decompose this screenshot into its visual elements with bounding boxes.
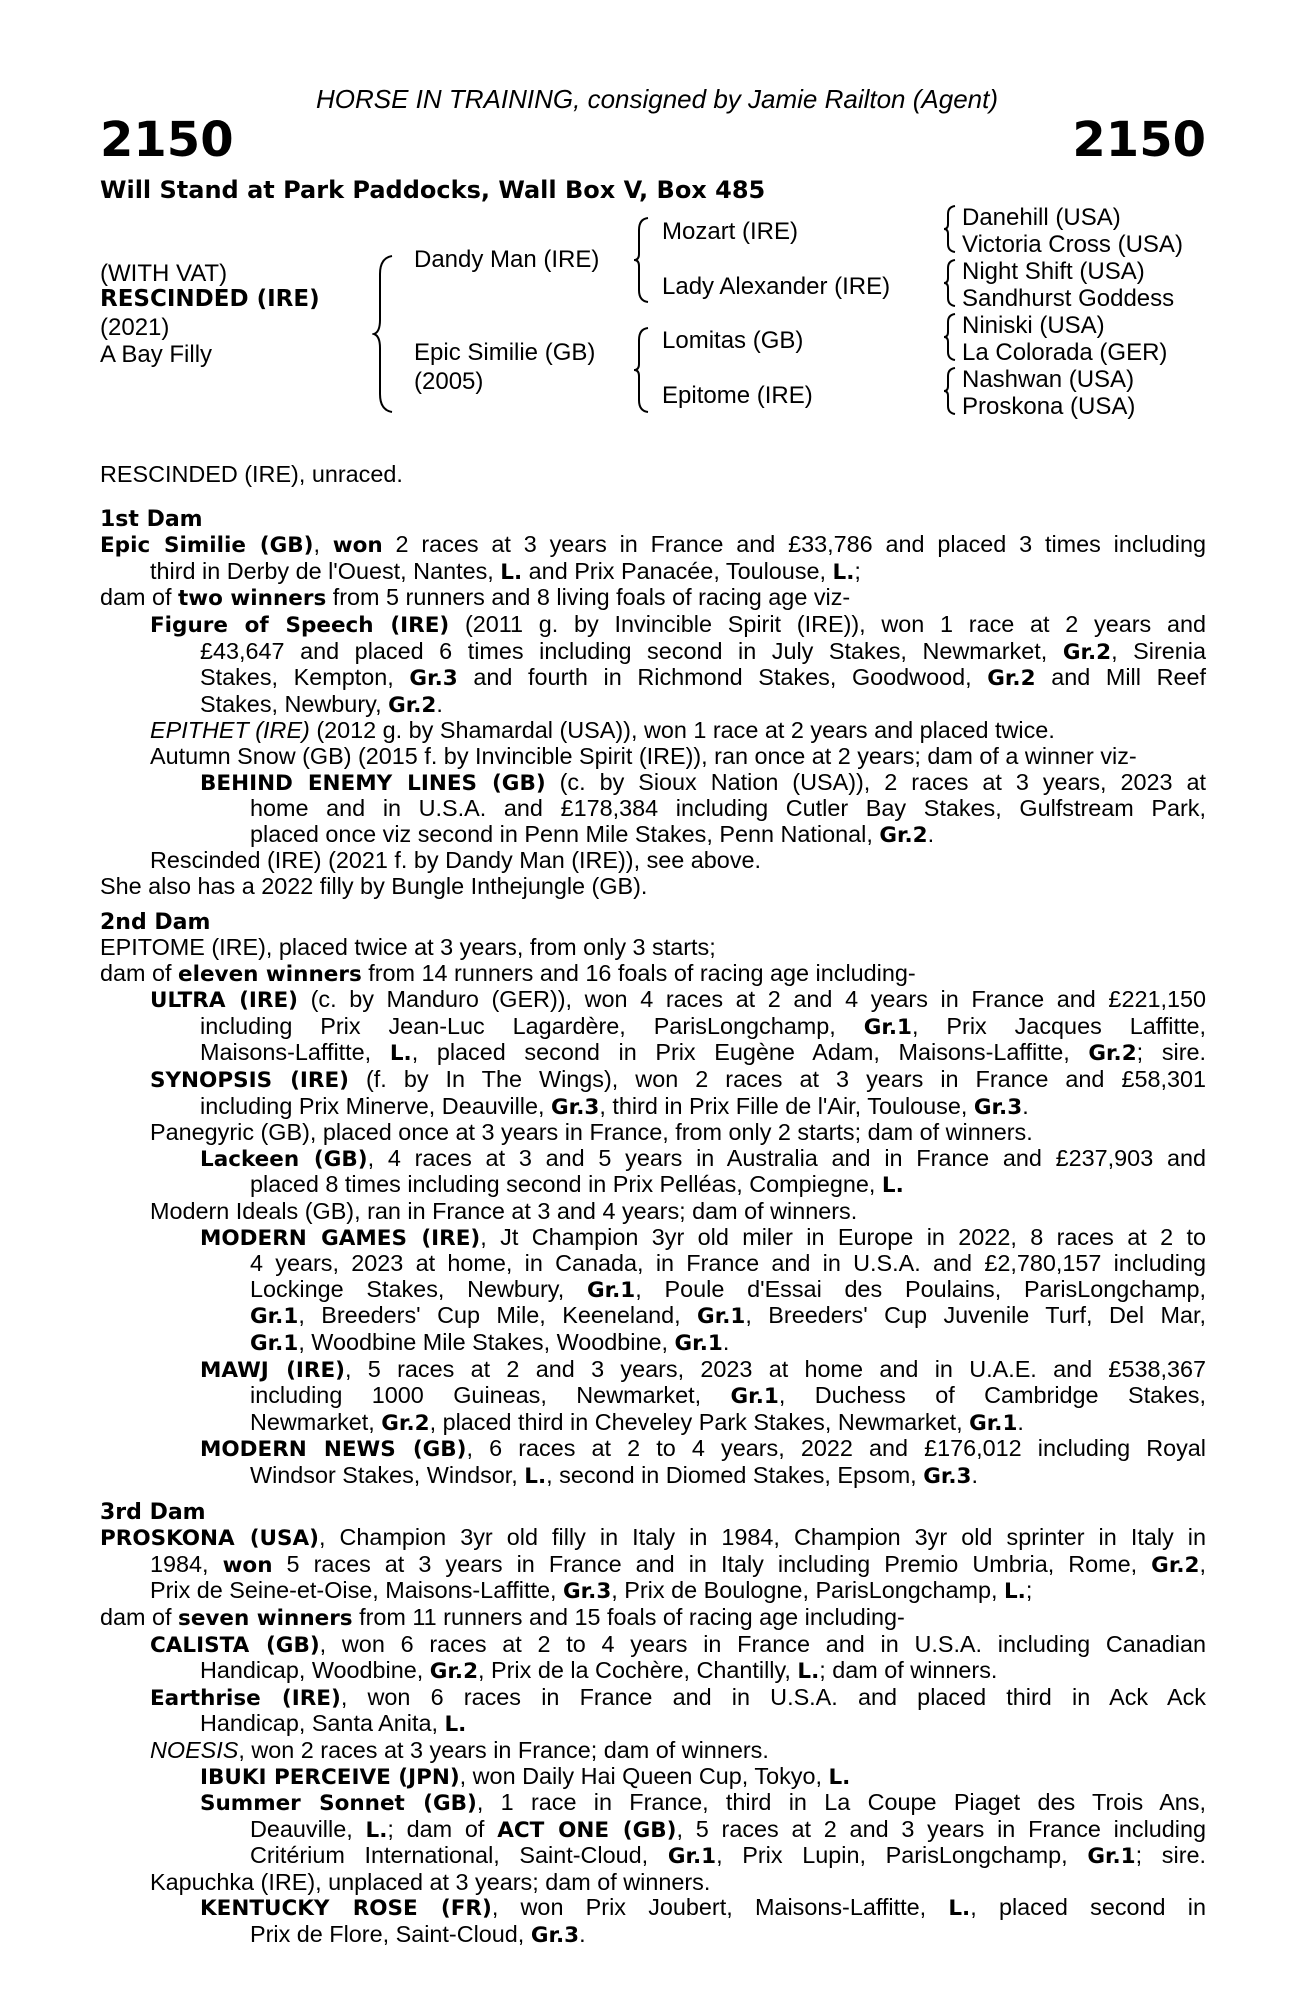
sire-name: Dandy Man (IRE) [414, 246, 600, 273]
progeny-entry: Lackeen (GB), 4 races at 3 and 5 years in Australia and in France and £237,903 and [200, 1144, 1206, 1172]
progeny-entry: Kapuchka (IRE), unplaced at 3 years; dam of winners. [150, 1868, 711, 1895]
pedigree-brace-g3-1 [942, 204, 958, 254]
progeny-entry: Earthrise (IRE), won 6 races in France and in U.S.A. and placed third in Ack Ack [150, 1683, 1206, 1711]
g3-victoria-cross: Victoria Cross (USA) [962, 231, 1183, 258]
text-line: EPITOME (IRE), placed twice at 3 years, from only 3 starts; [100, 934, 716, 961]
second-dam-heading: 2nd Dam [100, 909, 211, 935]
pedigree-brace-parents [372, 254, 396, 414]
sire-dam: Lady Alexander (IRE) [662, 273, 891, 300]
stand-location: Will Stand at Park Paddocks, Wall Box V, Box 485 [100, 176, 766, 204]
progeny-entry: NOESIS, won 2 races at 3 years in France; dam of winners. [150, 1736, 769, 1763]
text-line: Prix de Seine-et-Oise, Maisons-Laffitte, Gr.3, Prix de Boulogne, ParisLongchamp, L.; [150, 1577, 1033, 1605]
text-line: dam of seven winners from 11 runners and 15 foals of racing age including- [100, 1603, 905, 1631]
text-line: £43,647 and placed 6 times including second in July Stakes, Newmarket, Gr.2, Sirenia [200, 637, 1206, 665]
progeny-entry: KENTUCKY ROSE (FR), won Prix Joubert, Maisons-Laffitte, L., placed second in [200, 1894, 1206, 1922]
third-dam-heading: 3rd Dam [100, 1499, 206, 1525]
progeny-entry: EPITHET (IRE) (2012 g. by Shamardal (USA)), won 1 race at 2 years and placed twice. [150, 717, 1055, 744]
text-line: Handicap, Santa Anita, L. [200, 1710, 467, 1738]
g3-nashwan: Nashwan (USA) [962, 366, 1135, 393]
progeny-entry: CALISTA (GB), won 6 races at 2 to 4 years in France and in U.S.A. including Canadian [150, 1630, 1206, 1658]
g3-night-shift: Night Shift (USA) [962, 258, 1145, 285]
text-line: Stakes, Kempton, Gr.3 and fourth in Richmond Stakes, Goodwood, Gr.2 and Mill Reef [200, 664, 1207, 692]
text-line: third in Derby de l'Ouest, Nantes, L. and Prix Panacée, Toulouse, L.; [150, 557, 861, 585]
text-line: placed 8 times including second in Prix Pelléas, Compiegne, L. [250, 1171, 904, 1199]
g3-sandhurst-goddess: Sandhurst Goddess [962, 285, 1175, 312]
text-line: dam of eleven winners from 14 runners and 16 foals of racing age including- [100, 959, 916, 987]
text-line: She also has a 2022 filly by Bungle Inthejungle (GB). [100, 872, 648, 899]
progeny-entry: Autumn Snow (GB) (2015 f. by Invincible Spirit (IRE)), ran once at 2 years; dam of a winner viz- [150, 742, 1137, 769]
text-line: Gr.1, Woodbine Mile Stakes, Woodbine, Gr.1. [250, 1329, 730, 1356]
text-line: 4 years, 2023 at home, in Canada, in France and in U.S.A. and £2,780,157 including [250, 1250, 1206, 1277]
text-line: home and in U.S.A. and £178,384 including Cutler Bay Stakes, Gulfstream Park, [250, 795, 1206, 822]
dam-name: Epic Similie (GB) [414, 339, 596, 366]
g3-la-colorada: La Colorada (GER) [962, 339, 1168, 366]
text-line: including 1000 Guineas, Newmarket, Gr.1, Duchess of Cambridge Stakes, [250, 1382, 1206, 1410]
text-line: Prix de Flore, Saint-Cloud, Gr.3. [250, 1921, 586, 1949]
text-line: Deauville, L.; dam of ACT ONE (GB), 5 races at 2 and 3 years in France including [250, 1815, 1206, 1843]
progeny-entry: Modern Ideals (GB), ran in France at 3 and 4 years; dam of winners. [150, 1198, 858, 1225]
text-line: Maisons-Laffitte, L., placed second in Prix Eugène Adam, Maisons-Laffitte, Gr.2; sire. [200, 1039, 1207, 1067]
text-line: Critérium International, Saint-Cloud, Gr.1, Prix Lupin, ParisLongchamp, Gr.1; sire. [250, 1842, 1206, 1870]
horse-year: (2021) [100, 314, 170, 341]
pedigree-brace-g3-4 [942, 366, 958, 416]
dam-dam: Epitome (IRE) [662, 382, 813, 409]
first-dam-heading: 1st Dam [100, 506, 203, 532]
pedigree-brace-dam-line [632, 326, 652, 414]
text-line: Windsor Stakes, Windsor, L., second in Diomed Stakes, Epsom, Gr.3. [250, 1461, 978, 1489]
progeny-entry: MODERN GAMES (IRE), Jt Champion 3yr old miler in Europe in 2022, 8 races at 2 to [200, 1223, 1206, 1251]
dam-year: (2005) [414, 368, 484, 395]
lot-number-right: 2150 [1072, 112, 1206, 168]
horse-name: RESCINDED (IRE) [100, 286, 320, 312]
g3-danehill: Danehill (USA) [962, 204, 1121, 231]
progeny-entry: ULTRA (IRE) (c. by Manduro (GER)), won 4 races at 2 and 4 years in France and £221,150 [150, 986, 1206, 1014]
progeny-entry: Figure of Speech (IRE) (2011 g. by Invincible Spirit (IRE)), won 1 race at 2 years and [150, 610, 1206, 638]
text-line: Lockinge Stakes, Newbury, Gr.1, Poule d'Essai des Poulains, ParisLongchamp, [250, 1275, 1206, 1303]
horse-description: A Bay Filly [100, 341, 213, 368]
catalogue-body [100, 462, 1206, 1949]
progeny-entry: IBUKI PERCEIVE (JPN), won Daily Hai Queen Cup, Tokyo, L. [200, 1762, 851, 1790]
text-line: 1984, won 5 races at 3 years in France and in Italy including Premio Umbria, Rome, Gr.2, [150, 1550, 1206, 1578]
text-line: Handicap, Woodbine, Gr.2, Prix de la Cochère, Chantilly, L.; dam of winners. [200, 1657, 998, 1685]
text-line: including Prix Jean-Luc Lagardère, ParisLongchamp, Gr.1, Prix Jacques Laffitte, [200, 1012, 1206, 1040]
progeny-entry: BEHIND ENEMY LINES (GB) (c. by Sioux Nation (USA)), 2 races at 3 years, 2023 at [200, 768, 1206, 796]
pedigree-brace-g3-3 [942, 312, 958, 362]
text-line: placed once viz second in Penn Mile Stakes, Penn National, Gr.2. [250, 820, 935, 848]
sire-sire: Mozart (IRE) [662, 218, 799, 245]
text-line: Newmarket, Gr.2, placed third in Cheveley Park Stakes, Newmarket, Gr.1. [250, 1408, 1024, 1436]
catalogue-heading: HORSE IN TRAINING, consigned by Jamie Railton (Agent) [315, 84, 999, 114]
progeny-entry: MAWJ (IRE), 5 races at 2 and 3 years, 2023 at home and in U.A.E. and £538,367 [200, 1355, 1206, 1383]
progeny-entry: SYNOPSIS (IRE) (f. by In The Wings), won 2 races at 3 years in France and £58,301 [150, 1066, 1206, 1094]
lot-number-left: 2150 [100, 112, 234, 168]
pedigree-brace-sire-line [632, 216, 652, 304]
pedigree-brace-g3-2 [942, 258, 958, 308]
text-line: Gr.1, Breeders' Cup Mile, Keeneland, Gr.1, Breeders' Cup Juvenile Turf, Del Mar, [250, 1302, 1206, 1330]
progeny-entry: Summer Sonnet (GB), 1 race in France, third in La Coupe Piaget des Trois Ans, [200, 1789, 1207, 1817]
progeny-entry: MODERN NEWS (GB), 6 races at 2 to 4 years, 2022 and £176,012 including Royal [200, 1435, 1206, 1463]
dam-name-bold: Epic Similie (GB) [100, 533, 314, 559]
progeny-entry: Rescinded (IRE) (2021 f. by Dandy Man (IRE)), see above. [150, 847, 762, 874]
dam-entry: PROSKONA (USA), Champion 3yr old filly in Italy in 1984, Champion 3yr old sprinter in Italy in [100, 1524, 1206, 1552]
g3-niniski: Niniski (USA) [962, 312, 1105, 339]
text-line: Stakes, Newbury, Gr.2. [200, 690, 443, 718]
dam-sire: Lomitas (GB) [662, 327, 804, 354]
text-line: dam of two winners from 5 runners and 8 living foals of racing age viz- [100, 584, 851, 612]
text-line: including Prix Minerve, Deauville, Gr.3, third in Prix Fille de l'Air, Toulouse, Gr.3. [200, 1092, 1029, 1120]
progeny-entry: Panegyric (GB), placed once at 3 years in France, from only 2 starts; dam of winners. [150, 1119, 1033, 1146]
g3-proskona: Proskona (USA) [962, 393, 1136, 420]
vat-note: (WITH VAT) [100, 260, 228, 287]
intro-line: RESCINDED (IRE), unraced. [100, 461, 403, 487]
dam-entry: Epic Similie (GB), won 2 races at 3 years in France and £33,786 and placed 3 times including [100, 531, 1206, 559]
